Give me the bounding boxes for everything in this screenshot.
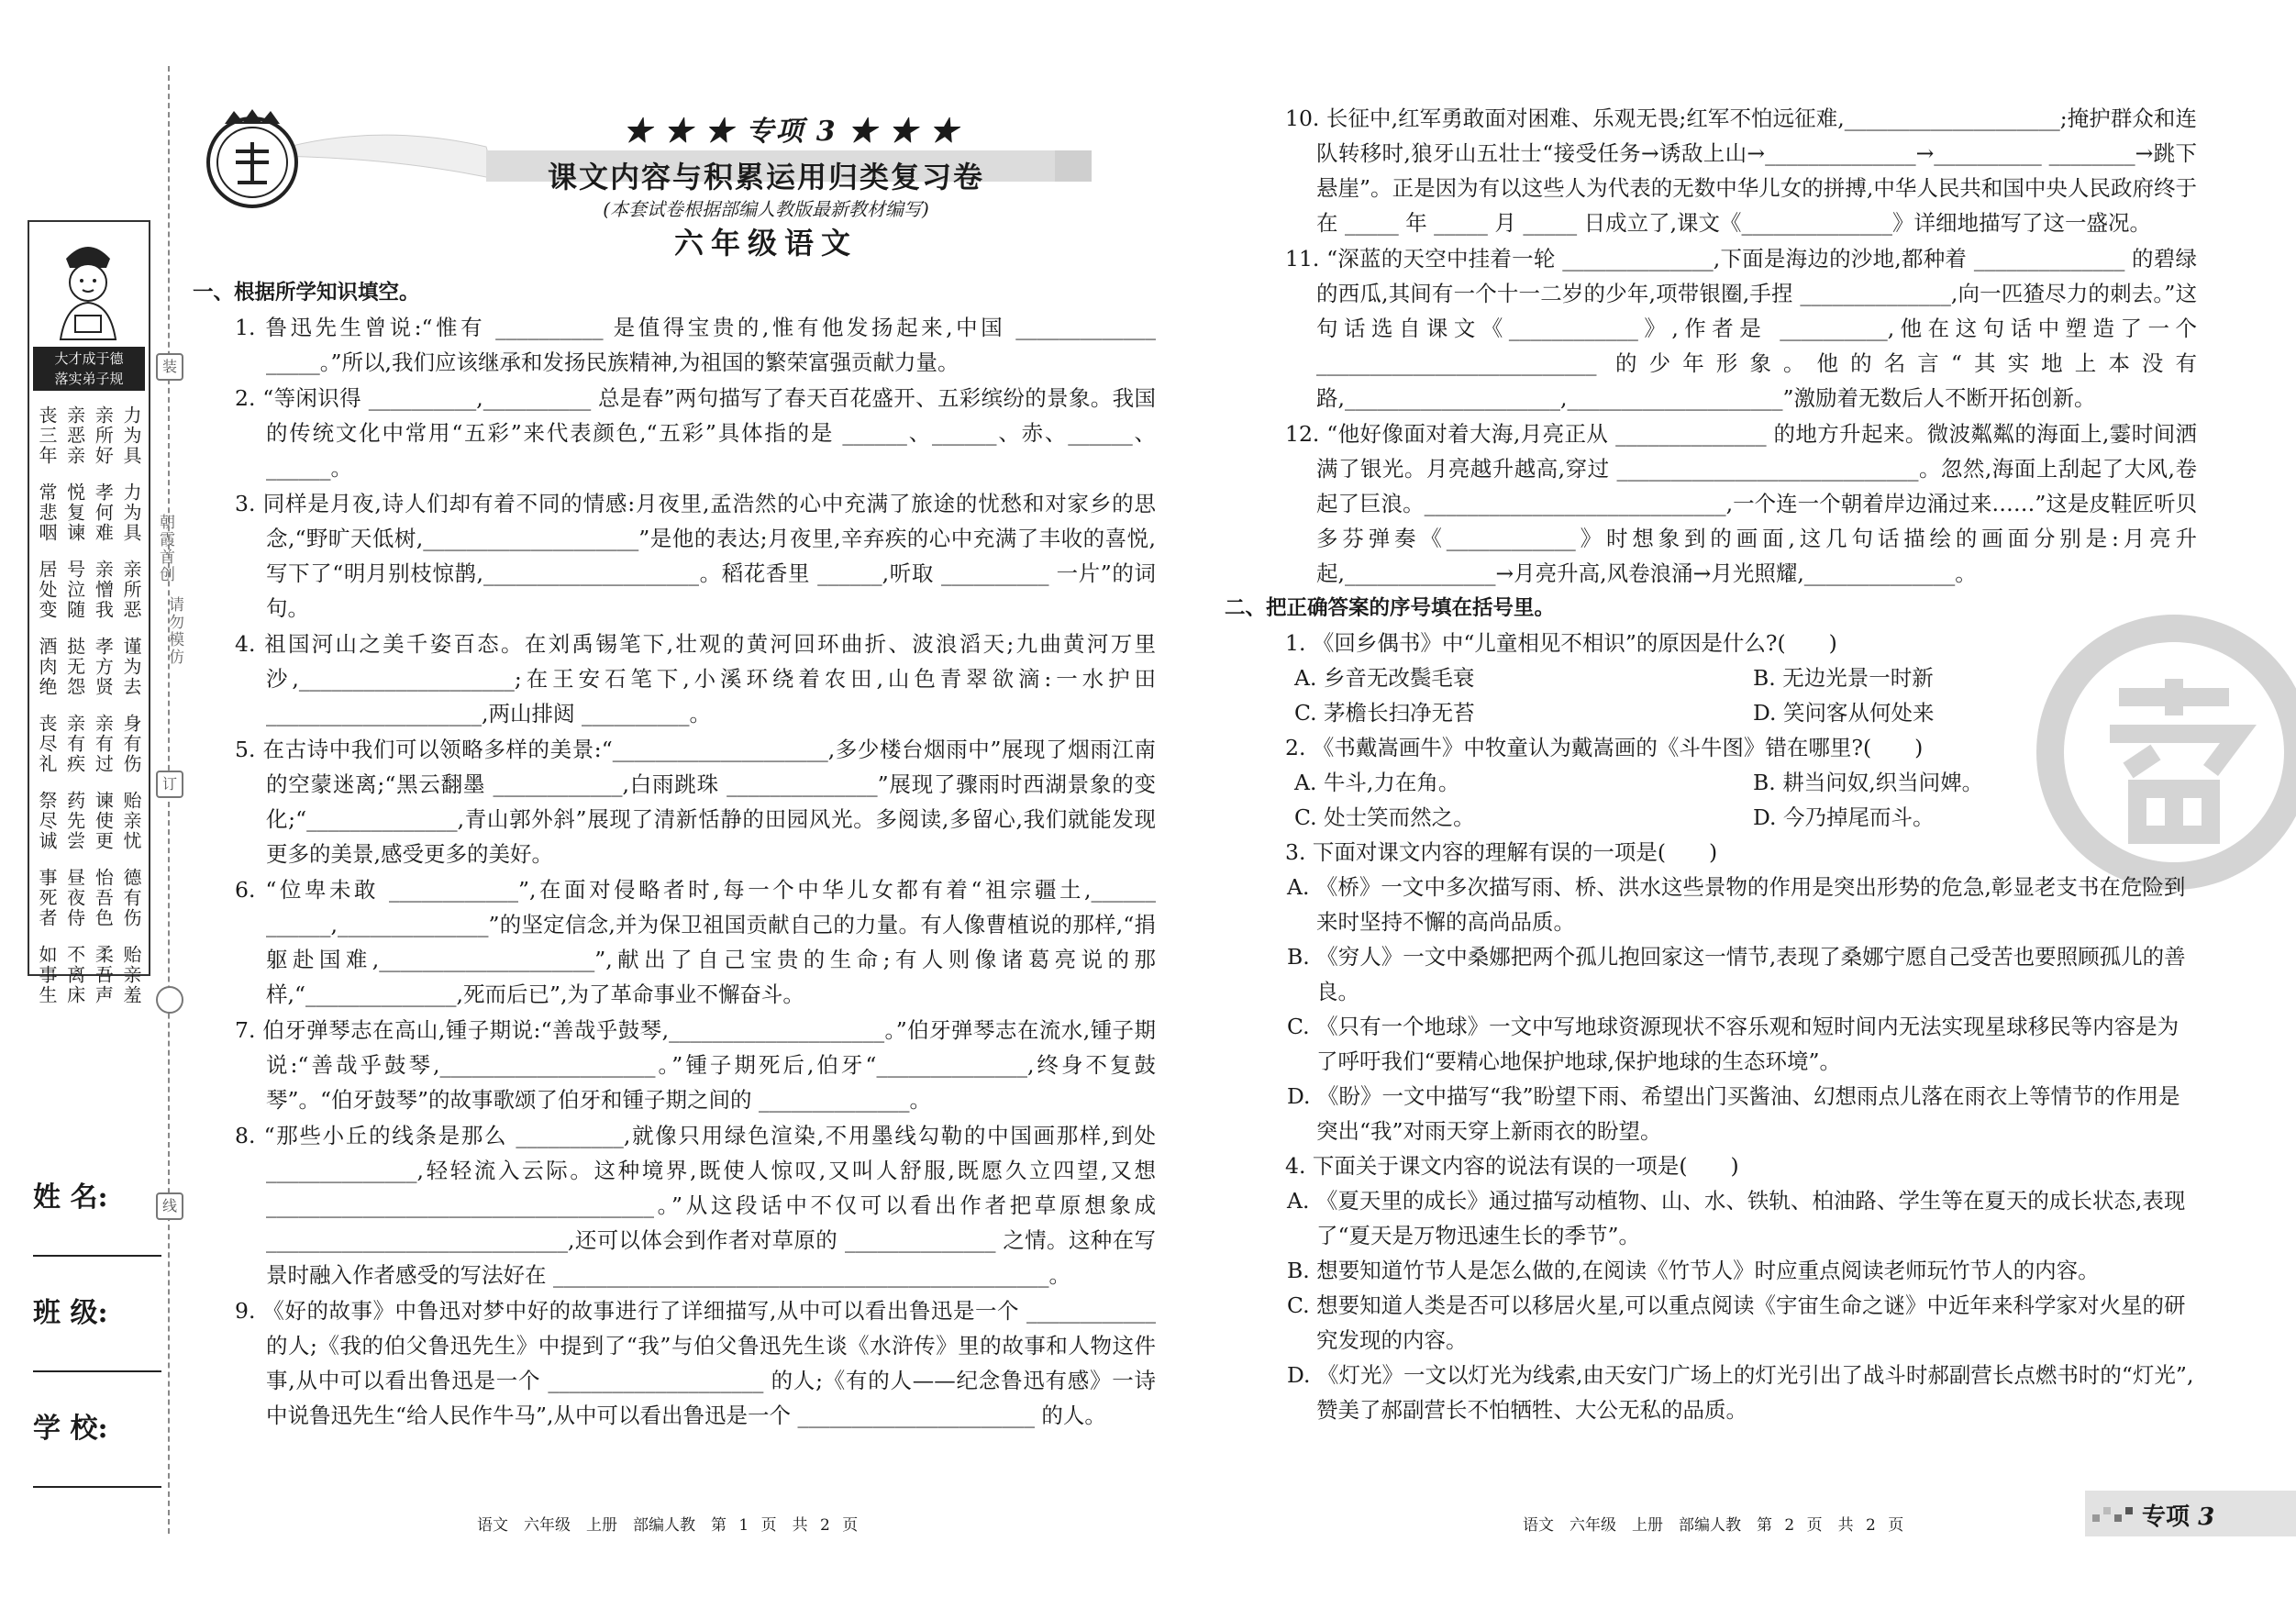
verse-col: 丧三年	[36, 405, 58, 466]
tab-label: 专项	[2142, 1503, 2191, 1531]
fill-question[interactable]: 12. “他好像面对着大海,月亮正从 ______________ 的地方升起来。微波粼粼的海面上,霎时间洒满了银光。月亮越升越高,穿过 ____________________________。忽然,海面上刮起了大风,卷起了巨浪。____________________________,一个连一个朝着岸边涌过来……”这是皮鞋匠听贝多芬弹奏《____________》时想象到的画面,这几句话描绘的画面分别是:月亮升起,______________→月亮升高,风卷浪涌→月光照耀,______________。	[1285, 421, 2197, 586]
name-label: 姓 名:	[33, 1181, 108, 1214]
fill-question[interactable]: 10. 长征中,红军勇敢面对困难、乐观无畏;红军不怕远征难,____________________;掩护群众和连队转移时,狼牙山五壮士“接受任务→诱敌上山→______________→__________ ________→跳下悬崖”。正是因为有以这些人为代表的无数中华儿女的拼搏,中华人民共和国中央人民政府终于在 _____ 年 _____ 月 _____ 日成立了,课文《______________》详细地描写了这一盛况。	[1285, 105, 2197, 236]
mc-options	[1243, 660, 2197, 730]
verse-col: 柔吾声	[92, 945, 115, 1005]
mc-option[interactable]: B. 无边光景一时新	[1753, 665, 1934, 691]
motto-line: 落实弟子规	[54, 371, 124, 387]
mc-question	[1243, 730, 2197, 835]
verse-col: 居处变	[36, 560, 58, 620]
page-footer-2: 语文 六年级 上册 部编人教 第 2 页 共 2 页	[1523, 1516, 1904, 1535]
name-row	[33, 1174, 161, 1257]
right-column	[1225, 101, 2197, 1427]
verse-group	[35, 945, 143, 1005]
verse-group	[35, 637, 143, 697]
school-field[interactable]	[33, 1453, 161, 1488]
binding-mark-label: 线	[161, 1197, 177, 1214]
tab-text	[2142, 1498, 2214, 1532]
fill-question[interactable]: 5. 在古诗中我们可以领略多样的美景:“____________________,多少楼台烟雨中”展现了烟雨江南的空蒙迷离;“黑云翻墨 ____________,白雨跳珠 ______________”展现了骤雨时西湖景象的变化;“______________,青山郭外斜”展现了清新恬静的田园风光。多阅读,多留心,我们就能发现更多的美景,感受更多的美好。	[235, 737, 1156, 867]
verse-col: 常悲咽	[36, 482, 58, 543]
verse-col: 亲有过	[92, 714, 115, 774]
mc-option[interactable]: C. 想要知道人类是否可以移居火星,可以重点阅读《宇宙生命之谜》中近年来科学家对火星的研究发现的内容。	[1287, 1292, 2186, 1353]
verse-col: 身有伤	[119, 714, 142, 774]
special-topic-label: ★ ★ ★ 专项 3 ★ ★ ★	[624, 116, 960, 148]
verse-col: 亲所恶	[119, 560, 142, 620]
fill-question[interactable]: 2. “等闲识得 __________,__________ 总是春”两句描写了春天百花盛开、五彩缤纷的景象。我国的传统文化中常用“五彩”来代表颜色,“五彩”具体指的是 ______、______、赤、______、______。	[235, 385, 1156, 481]
mc-options	[1243, 765, 2197, 835]
verse-col: 德有伤	[119, 868, 142, 928]
verse-col: 谏使更	[92, 791, 115, 851]
mc-question	[1243, 1148, 2197, 1427]
mc-option[interactable]: A. 《夏天里的成长》通过描写动植物、山、水、铁轨、柏油路、学生等在夏天的成长状态,表现了“夏天是万物迅速生长的季节”。	[1287, 1188, 2186, 1248]
school-label: 学 校:	[33, 1413, 108, 1445]
verse-col: 亲所好	[92, 405, 115, 466]
class-field[interactable]	[33, 1337, 161, 1372]
binding-note-line: 请勿模仿	[165, 596, 183, 666]
binding-hole	[156, 986, 183, 1014]
binding-mark-zhuang	[156, 353, 183, 381]
binding-mark-ding	[156, 771, 183, 798]
verse-col: 亲恶亲	[63, 405, 86, 466]
verse-col: 酒肉绝	[36, 637, 58, 697]
mc-stem: 2. 《书戴嵩画牛》中牧童认为戴嵩画的《斗牛图》错在哪里?( )	[1285, 735, 1924, 760]
mc-option[interactable]: D. 《灯光》一文以灯光为线索,由天安门广场上的灯光引出了战斗时郝副营长点燃书时的“灯光”,赞美了郝副营长不怕牺牲、大公无私的品质。	[1287, 1362, 2194, 1423]
verse-col: 力为具	[119, 405, 142, 466]
verse-col: 怡吾色	[92, 868, 115, 928]
left-column	[193, 275, 1156, 1433]
verse-col: 亲有疾	[63, 714, 86, 774]
grade-subject: 六年级语文	[673, 226, 858, 261]
verse-group	[35, 791, 143, 851]
mc-option[interactable]: A. 牛斗,力在角。	[1294, 770, 1460, 795]
fill-question[interactable]: 9. 《好的故事》中鲁迅对梦中好的故事进行了详细描写,从中可以看出鲁迅是一个 ____________ 的人;《我的伯父鲁迅先生》中提到了“我”与伯父鲁迅先生谈《水浒传》里的故事和人物这件事,从中可以看出鲁迅是一个 ____________________ 的人;《有的人——纪念鲁迅有感》一诗中说鲁迅先生“给人民作牛马”,从中可以看出鲁迅是一个 ______________________ 的人。	[235, 1298, 1156, 1428]
verse-col: 挞无怨	[63, 637, 86, 697]
mc-option[interactable]: D. 今乃掉尾而斗。	[1753, 804, 1935, 830]
tab-number: 3	[2198, 1503, 2215, 1531]
page-footer-1: 语文 六年级 上册 部编人教 第 1 页 共 2 页	[477, 1516, 859, 1535]
page-title: 课文内容与积累运用归类复习卷	[547, 160, 984, 194]
fill-question[interactable]: 1. 鲁迅先生曾说:“惟有 __________ 是值得宝贵的,惟有他发扬起来,中国 _____________ _____。”所以,我们应该继承和发扬民族精神,为祖国的繁荣富强贡献力量。	[235, 315, 1156, 375]
tab-dots-icon	[2092, 1507, 2138, 1522]
binding-note	[154, 514, 177, 583]
fill-question[interactable]: 11. “深蓝的天空中挂着一轮 ______________,下面是海边的沙地,都种着 ______________ 的碧绿的西瓜,其间有一个十一二岁的少年,项带银圈,手捏 ______________,向一匹猹尽力的刺去。”这句话选自课文《____________》,作者是 __________,他在这句话中塑造了一个 __________________________ 的少年形象。他的名言“其实地上本没有路,____________________,____________________”激励着无数后人不断开拓创新。	[1285, 246, 2197, 411]
class-label: 班 级:	[33, 1297, 108, 1329]
school-row	[33, 1405, 161, 1488]
binding-mark-label: 订	[161, 775, 177, 793]
fill-question[interactable]: 8. “那些小丘的线条是那么 __________,就像只用绿色渲染,不用墨线勾勒的中国画那样,到处 ______________,轻轻流入云际。这种境界,既使人惊叹,又叫人舒服,既愿久立四望,又想 ____________________________________。”从这段话中不仅可以看出作者把草原想象成 ____________________________,还可以体会到作者对草原的 ______________ 之情。这种在写景时融入作者感受的写法好在 ______________________________________________。	[235, 1123, 1156, 1288]
motto-line: 大才成于德	[54, 350, 124, 367]
mc-option[interactable]: D. 笑问客从何处来	[1753, 700, 1935, 726]
student-info	[33, 1174, 161, 1521]
verse-col: 孝何难	[92, 482, 115, 543]
mc-option[interactable]: C. 《只有一个地球》一文中写地球资源现状不容乐观和短时间内无法实现星球移民等内容是为了呼吁我们“要精心地保护地球,保护地球的生态环境”。	[1287, 1014, 2180, 1074]
section-heading-fill: 一、根据所学知识填空。	[193, 281, 420, 305]
special-topic-text: 专项 3	[746, 116, 837, 148]
mc-option[interactable]: D. 《盼》一文中描写“我”盼望下雨、希望出门买酱油、幻想雨点儿落在雨衣上等情节的作用是突出“我”对雨天穿上新雨衣的盼望。	[1287, 1083, 2180, 1144]
verse-col: 丧尽礼	[36, 714, 58, 774]
margin-motto	[33, 347, 145, 391]
verse-col: 不离床	[63, 945, 86, 1005]
verse-col: 祭尽诚	[36, 791, 58, 851]
brand-seal-logo	[197, 105, 307, 216]
mc-option[interactable]: C. 处士笑而然之。	[1294, 804, 1475, 830]
verse-col: 亲憎我	[92, 560, 115, 620]
special-topic-tab	[2085, 1491, 2296, 1536]
name-field[interactable]	[33, 1222, 161, 1257]
mc-stem: 3. 下面对课文内容的理解有误的一项是( )	[1285, 839, 1718, 865]
mc-question	[1243, 835, 2197, 1148]
page-subtitle: (本套试卷根据部编人教版最新教材编写)	[603, 198, 929, 220]
verse-col: 号泣随	[63, 560, 86, 620]
mc-stem: 1. 《回乡偶书》中“儿童相见不相识”的原因是什么?( )	[1285, 630, 1837, 656]
binding-line	[168, 66, 170, 1534]
fill-question[interactable]: 3. 同样是月夜,诗人们却有着不同的情感:月夜里,孟浩然的心中充满了旅途的忧愁和对家乡的思念,“野旷天低树,____________________”是他的表达;月夜里,辛弃疾的心中充满了丰收的喜悦,写下了“明月别枝惊鹊,____________________。稻花香里 ______,听取 __________ 一片”的词句。	[235, 491, 1156, 621]
verse-group	[35, 482, 143, 543]
verse-col: 贻亲忧	[119, 791, 142, 851]
scholar-mascot-icon	[39, 231, 138, 341]
verse-col: 贻亲羞	[119, 945, 142, 1005]
mc-question	[1243, 626, 2197, 730]
binding-note-line: 朝霞首创	[156, 514, 174, 583]
verse-group	[35, 560, 143, 620]
mc-option[interactable]: C. 茅檐长扫净无苔	[1294, 700, 1475, 726]
section-heading-choice: 二、把正确答案的序号填在括号里。	[1225, 596, 1556, 620]
verse-col: 谨为去	[119, 637, 142, 697]
mc-option[interactable]: B. 《穷人》一文中桑娜把两个孤儿抱回家这一情节,表现了桑娜宁愿自己受苦也要照顾孤儿的善良。	[1287, 944, 2186, 1004]
margin-strip	[28, 220, 150, 1005]
verse-group	[35, 405, 143, 466]
verse-col: 如事生	[36, 945, 58, 1005]
mc-stem: 4. 下面关于课文内容的说法有误的一项是( )	[1285, 1153, 1739, 1179]
binding-note-2	[163, 596, 186, 666]
verse-col: 悦复谏	[63, 482, 86, 543]
binding-mark-label: 装	[161, 358, 177, 375]
class-row	[33, 1290, 161, 1372]
margin-verses	[35, 405, 143, 1022]
mc-option[interactable]: B. 想要知道竹节人是怎么做的,在阅读《竹节人》时应重点阅读老师玩竹节人的内容。	[1287, 1258, 2100, 1283]
verse-col: 力为具	[119, 482, 142, 543]
verse-col: 事死者	[36, 868, 58, 928]
fill-question[interactable]: 7. 伯牙弹琴志在高山,锺子期说:“善哉乎鼓琴,____________________。”伯牙弹琴志在流水,锺子期说:“善哉乎鼓琴,____________________。”锺子期死后,伯牙“______________,终身不复鼓琴”。“伯牙鼓琴”的故事歌颂了伯牙和锺子期之间的 ______________。	[235, 1017, 1156, 1113]
verse-group	[35, 868, 143, 928]
verse-col: 昼夜侍	[63, 868, 86, 928]
verse-col: 孝方贤	[92, 637, 115, 697]
fill-question[interactable]: 6. “位卑未敢 ____________”,在面对侵略者时,每一个中华儿女都有着“祖宗疆土,______ ______,______________”的坚定信念,并为保卫祖国贡献自己的力量。有人像曹植说的那样,“捐躯赴国难,____________________”,献出了自己宝贵的生命;有人则像诸葛亮说的那样,“______________,死而后已”,为了革命事业不懈奋斗。	[235, 877, 1156, 1007]
mc-option[interactable]: A. 《桥》一文中多次描写雨、桥、洪水这些景物的作用是突出形势的危急,彰显老支书在危险到来时坚持不懈的高尚品质。	[1287, 874, 2186, 935]
verse-group	[35, 714, 143, 774]
mc-option[interactable]: B. 耕当问奴,织当问婢。	[1753, 770, 1984, 795]
verse-col: 药先尝	[63, 791, 86, 851]
fill-question[interactable]: 4. 祖国河山之美千姿百态。在刘禹锡笔下,壮观的黄河回环曲折、波浪滔天;九曲黄河万里沙,____________________;在王安石笔下,小溪环绕着农田,山色青翠欲滴:一水护田 ____________________,两山排闼 __________。	[235, 631, 1156, 726]
mc-option[interactable]: A. 乡音无改鬓毛衰	[1294, 665, 1475, 691]
